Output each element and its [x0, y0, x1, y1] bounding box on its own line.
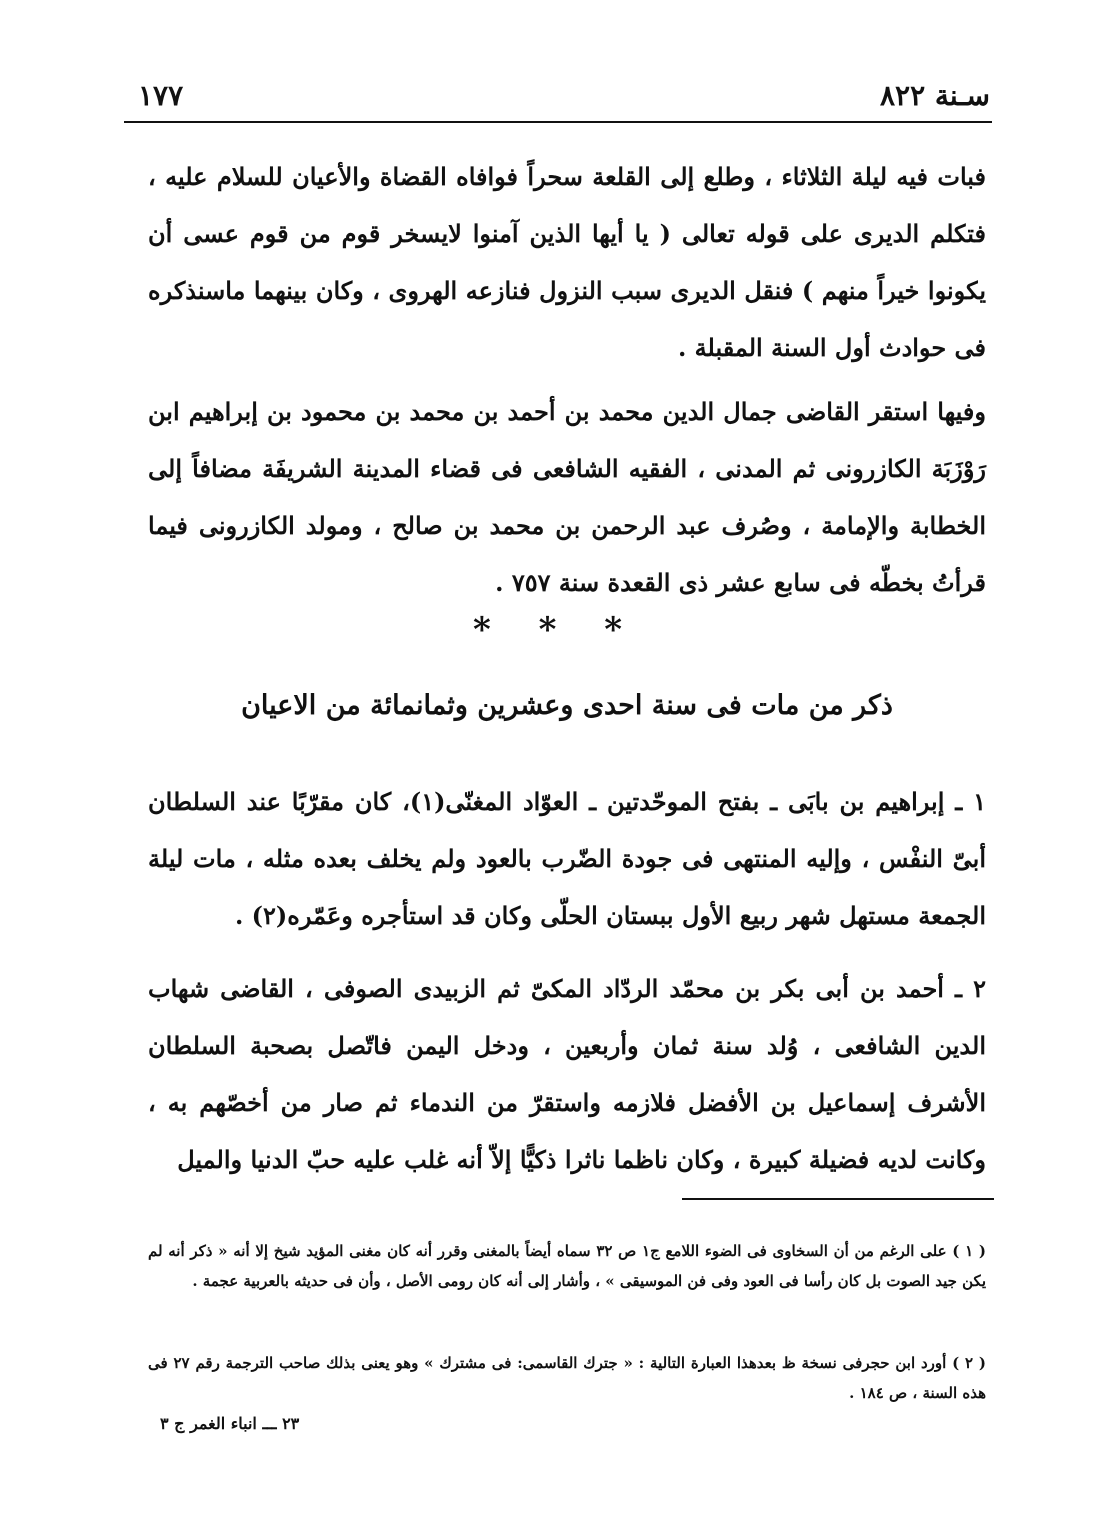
- header-year: سـنة ٨٢٢: [880, 79, 990, 112]
- page-number: ١٧٧: [138, 79, 184, 112]
- section-separator: * * *: [472, 610, 640, 650]
- footnote-1: ( ١ ) على الرغم من أن السخاوى فى الضوء اللامع ج١ ص ٣٢ سماه أيضاً بالمغنى وقرر أنه كان مغنى المؤيد شيخ إلا أنه « ذكر أنه لم يكن جيد الصوت بل كان رأسا فى العود وفى فن الموسيقى » ، وأشار إلى أنه كان رومى الأصل ، وأن فى حديثه بالعربية عجمة .: [148, 1242, 986, 1290]
- paragraph-1: فبات فيه ليلة الثلاثاء ، وطلع إلى القلعة سحراً فوافاه القضاة والأعيان للسلام عليه ، فتكلم الديرى على قوله تعالى ( يا أيها الذين آمنوا لايسخر قوم من قوم عسى أن يكونوا خيراً منهم ) فنقل الديرى سبب النزول فنازعه الهروى ، وكان بينهما ماسنذكره فى حوادث أول السنة المقبلة .: [148, 162, 986, 362]
- printer-signature: ٢٣ ـــ انباء الغمر ج ٣: [160, 1414, 300, 1433]
- footnote-rule: [682, 1198, 994, 1200]
- entry-2: ٢ ـ أحمد بن أبى بكر بن محمّد الردّاد المكىّ ثم الزبيدى الصوفى ، القاضى شهاب الدين الشافعى ، وُلد سنة ثمان وأربعين ، ودخل اليمن فاتّصل بصحبة السلطان الأشرف إسماعيل بن الأفضل فلازمه واستقرّ من الندماء ثم صار من أخصّهم به ، وكانت لديه فضيلة كبيرة ، وكان ناظما ناثرا ذكيًّا إلاّ أنه غلب عليه حبّ الدنيا والميل: [148, 974, 986, 1174]
- header-rule: [124, 121, 992, 123]
- footnote-2: ( ٢ ) أورد ابن حجرفى نسخة ظ بعدهذا العبارة التالية : « جترك القاسمى: فى مشترك » وهو يعنى بذلك صاحب الترجمة رقم ٢٧ فى هذه السنة ، ص ١٨٤ .: [148, 1354, 986, 1402]
- running-header: [138, 72, 990, 112]
- entry-1: ١ ـ إبراهيم بن بابَى ـ بفتح الموحّدتين ـ العوّاد المغنّى(١)، كان مقرّبًا عند السلطان أبىّ النفْس ، وإليه المنتهى فى جودة الضّرب بالعود ولم يخلف بعده مثله ، مات ليلة الجمعة مستهل شهر ربيع الأول ببستان الحلّى وكان قد استأجره وعَمّره(٢) .: [148, 787, 986, 930]
- section-title: ذكر من مات فى سنة احدى وعشرين وثمانمائة من الاعيان: [241, 690, 893, 721]
- paragraph-2: وفيها استقر القاضى جمال الدين محمد بن أحمد بن محمد بن محمود بن إبراهيم ابن رَوْزَبَة الكازرونى ثم المدنى ، الفقيه الشافعى فى قضاء المدينة الشريفَة مضافاً إلى الخطابة والإمامة ، وصُرف عبد الرحمن بن محمد بن صالح ، ومولد الكازرونى فيما قرأتُ بخطّه فى سابع عشر ذى القعدة سنة ٧٥٧ .: [148, 397, 986, 597]
